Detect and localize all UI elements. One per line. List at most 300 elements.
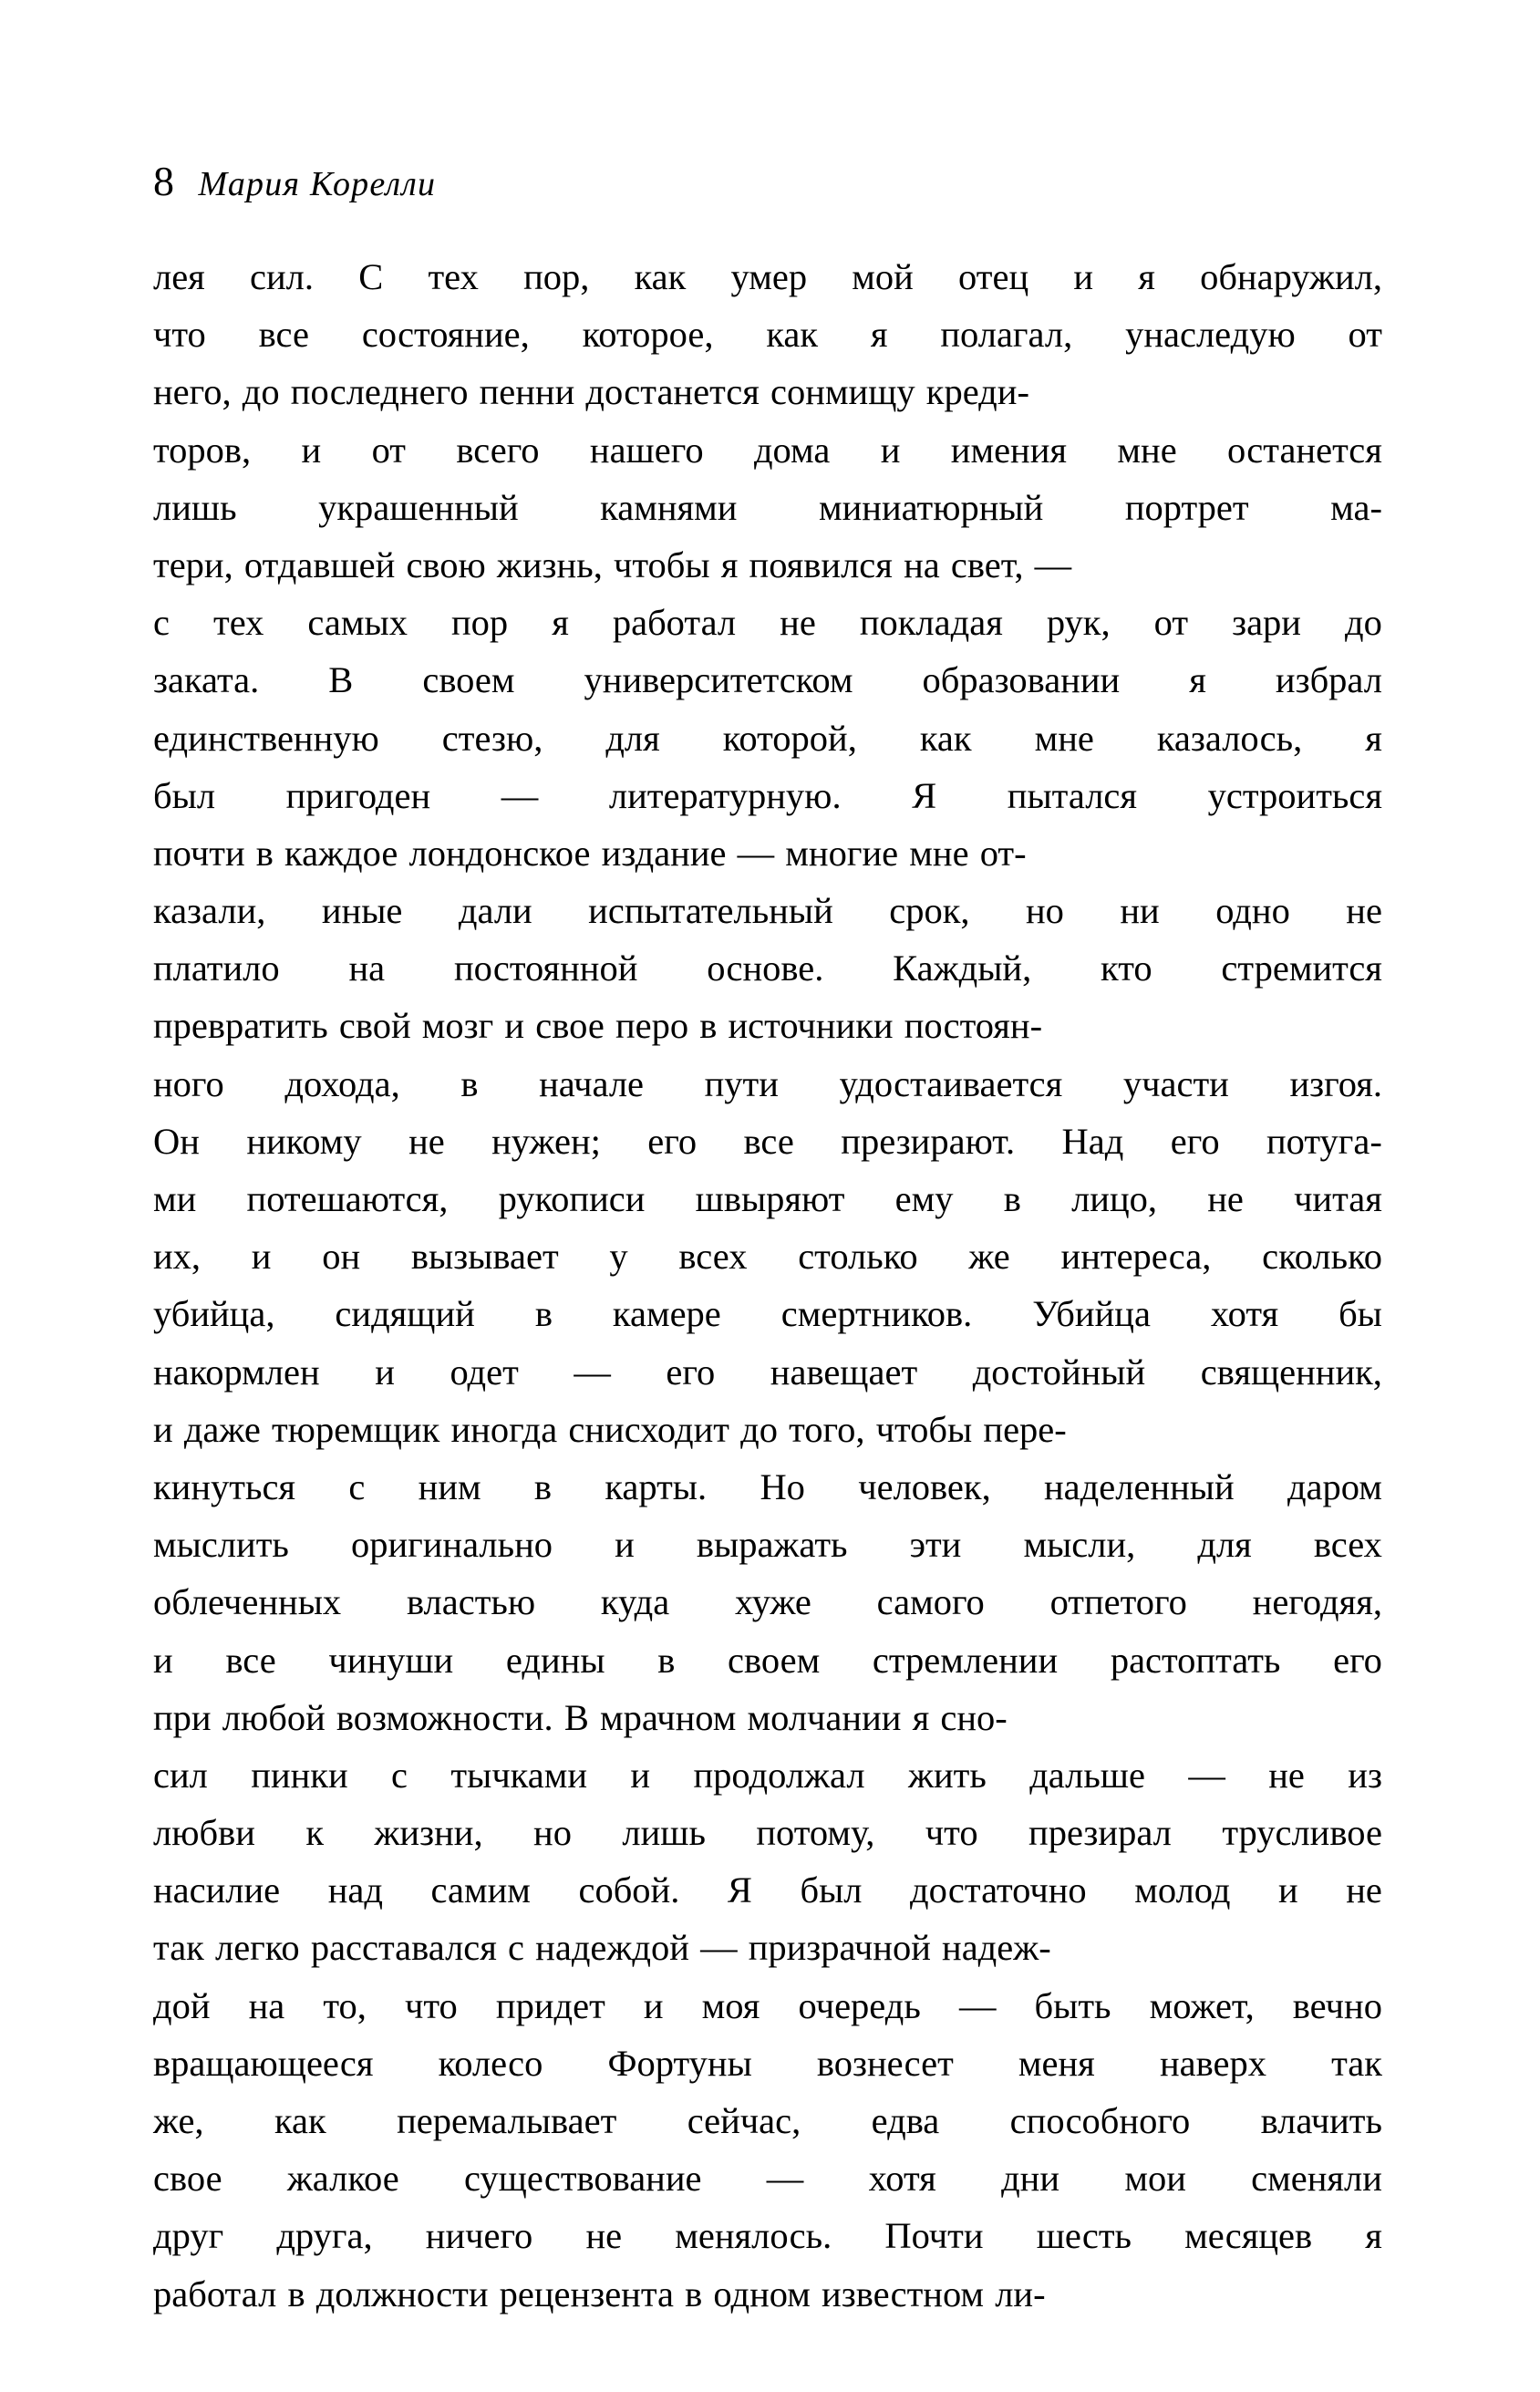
word: молод	[1134, 1869, 1231, 1911]
word: пытался	[1007, 774, 1138, 816]
word: университетском	[584, 659, 853, 701]
word: дальше	[1029, 1754, 1145, 1796]
word: пригоден	[285, 774, 431, 816]
word: способного	[1009, 2100, 1191, 2141]
word: своем	[422, 659, 515, 701]
word: призрачной	[748, 1927, 931, 1969]
word: интереса,	[1060, 1236, 1212, 1278]
word: презирают.	[841, 1120, 1016, 1162]
word: В	[328, 659, 354, 701]
word: пор,	[523, 256, 590, 297]
word: превратить	[153, 1005, 328, 1047]
word: и	[153, 1639, 173, 1681]
word: работал	[153, 2273, 277, 2314]
word: свою	[406, 544, 486, 585]
word: расставался	[310, 1927, 497, 1969]
word: камнями	[600, 486, 738, 528]
word: отдавшей	[243, 544, 396, 585]
word: потешаются,	[246, 1178, 449, 1219]
word: любви	[153, 1812, 255, 1854]
word: него,	[153, 371, 232, 413]
word: чтобы	[875, 1408, 973, 1450]
word: его	[1333, 1639, 1382, 1681]
word: не	[1346, 890, 1382, 932]
word: своем	[728, 1639, 821, 1681]
word: то,	[323, 1984, 367, 2026]
word: ма-	[1330, 486, 1382, 528]
word: молчании	[747, 1696, 902, 1738]
word: изгоя.	[1289, 1062, 1382, 1104]
word: надеждой	[535, 1927, 689, 1969]
word: пор	[450, 602, 509, 644]
word: мой	[852, 256, 914, 297]
word: избрал	[1275, 659, 1382, 701]
text-line	[153, 1343, 1382, 1401]
word: сидящий	[335, 1293, 475, 1335]
word: любой	[222, 1696, 326, 1738]
word: отец	[958, 256, 1029, 297]
word: достаточно	[910, 1869, 1087, 1911]
word: дни	[1001, 2158, 1060, 2200]
word: работал	[612, 602, 737, 644]
word: вызывает	[410, 1236, 559, 1278]
word: торов,	[153, 429, 252, 471]
word: Каждый,	[893, 947, 1032, 989]
word: ми	[153, 1178, 197, 1219]
word: на	[248, 1984, 285, 2026]
word: и	[1278, 1869, 1298, 1911]
word: последнего	[290, 371, 469, 413]
word: Он	[153, 1120, 200, 1162]
word: лицо,	[1071, 1178, 1157, 1219]
word: лишь	[153, 486, 237, 528]
word: одном	[713, 2273, 811, 2314]
word: мыслить	[153, 1524, 289, 1566]
text-line	[153, 939, 1382, 997]
word: как	[919, 717, 972, 759]
word: с	[153, 602, 170, 644]
word: священник,	[1200, 1351, 1382, 1393]
word: друг	[153, 2215, 224, 2257]
word: кто	[1101, 947, 1152, 989]
word: Почти	[884, 2215, 984, 2257]
word: чинуши	[328, 1639, 454, 1681]
word: хуже	[735, 1581, 811, 1623]
word: чтобы	[613, 544, 710, 585]
word: не	[1268, 1754, 1305, 1796]
word: испытательный	[588, 890, 833, 932]
word: я	[1365, 2215, 1382, 2257]
word: шесть	[1036, 2215, 1132, 2257]
word: постоянной	[453, 947, 638, 989]
word: одно	[1215, 890, 1290, 932]
word: как	[274, 2100, 326, 2141]
word: друга,	[276, 2215, 373, 2257]
word: иные	[321, 890, 403, 932]
word: не	[408, 1120, 445, 1162]
word: но	[533, 1812, 572, 1854]
word: свет,	[950, 544, 1024, 585]
word: мои	[1124, 2158, 1186, 2200]
word: рецензента	[499, 2273, 675, 2314]
word: —	[737, 832, 775, 874]
word: негодяя,	[1252, 1581, 1382, 1623]
word: на	[348, 947, 386, 989]
text-line	[153, 709, 1382, 767]
word: от	[1348, 314, 1382, 356]
text-line	[153, 594, 1382, 651]
word: в	[699, 1005, 718, 1047]
word: удостаивается	[839, 1062, 1063, 1104]
word: рук,	[1046, 602, 1111, 644]
word: собой.	[578, 1869, 680, 1911]
word: в	[657, 1639, 676, 1681]
word: ему	[894, 1178, 954, 1219]
word: заката.	[153, 659, 260, 701]
word: столько	[798, 1236, 918, 1278]
word: с	[348, 1465, 366, 1507]
word: самого	[876, 1581, 985, 1623]
word: оригинально	[350, 1524, 553, 1566]
text-line	[153, 1631, 1382, 1689]
word: С	[358, 256, 384, 297]
text-line	[153, 363, 1382, 420]
text-line	[153, 651, 1382, 709]
text-line	[153, 305, 1382, 363]
word: пинки	[251, 1754, 348, 1796]
word: как	[766, 314, 819, 356]
word: при	[153, 1696, 212, 1738]
word: —	[766, 2158, 804, 2200]
word: для	[605, 717, 660, 759]
word: основе.	[707, 947, 824, 989]
word: карты.	[605, 1465, 708, 1507]
word: едва	[871, 2100, 940, 2141]
word: издание	[601, 832, 727, 874]
word: быть	[1034, 1984, 1111, 2026]
word: нужен;	[491, 1120, 601, 1162]
word: и	[504, 1005, 525, 1047]
word: В	[563, 1696, 589, 1738]
word: выражать	[696, 1524, 848, 1566]
word: все	[225, 1639, 276, 1681]
word: бы	[1338, 1293, 1382, 1335]
word: того,	[789, 1408, 865, 1450]
word: же	[968, 1236, 1010, 1278]
word: кинуться	[153, 1465, 296, 1507]
word: —	[1034, 544, 1072, 585]
word: сменяли	[1251, 2158, 1382, 2200]
word: портрет	[1124, 486, 1249, 528]
word: достанется	[585, 371, 760, 413]
word: постоян-	[904, 1005, 1043, 1047]
word: человек,	[858, 1465, 991, 1507]
word: умер	[730, 256, 808, 297]
text-line	[153, 1055, 1382, 1113]
word: устроиться	[1207, 774, 1382, 816]
word: меня	[1018, 2042, 1095, 2084]
word: надеж-	[942, 1927, 1051, 1969]
word: что	[925, 1812, 978, 1854]
word: трусливое	[1222, 1812, 1382, 1854]
word: я	[1365, 717, 1382, 759]
word: пути	[704, 1062, 779, 1104]
word: все	[743, 1120, 794, 1162]
word: легко	[215, 1927, 300, 1969]
word: ного	[153, 1062, 224, 1104]
word: Я	[912, 774, 937, 816]
word: перемалывает	[397, 2100, 617, 2141]
word: обнаружил,	[1200, 256, 1382, 297]
word: —	[1188, 1754, 1225, 1796]
word: хотя	[1210, 1293, 1279, 1335]
word: я	[870, 314, 888, 356]
word: и	[375, 1351, 395, 1393]
word: сил	[153, 1754, 208, 1796]
text-line	[153, 997, 1382, 1054]
word: был	[153, 774, 216, 816]
word: так	[1331, 2042, 1382, 2084]
word: с	[508, 1927, 525, 1969]
word: камере	[612, 1293, 721, 1335]
word: хотя	[868, 2158, 936, 2200]
word: казалось,	[1156, 717, 1303, 759]
text-line	[153, 248, 1382, 305]
text-line	[153, 2265, 1382, 2323]
word: иногда	[450, 1408, 558, 1450]
text-line	[153, 882, 1382, 939]
word: из	[1348, 1754, 1382, 1796]
word: очередь	[798, 1984, 921, 2026]
word: стремлении	[872, 1639, 1059, 1681]
word: существование	[463, 2158, 702, 2200]
word: мне	[1117, 429, 1177, 471]
word: едины	[505, 1639, 605, 1681]
word: всего	[456, 429, 540, 471]
word: для	[1197, 1524, 1252, 1566]
word: отпетого	[1049, 1581, 1187, 1623]
word: многие	[785, 832, 899, 874]
word: куда	[600, 1581, 670, 1623]
word: снисходит	[568, 1408, 729, 1450]
word: но	[1025, 890, 1064, 932]
text-line	[153, 2092, 1382, 2149]
word: в	[685, 2273, 703, 2314]
text-line	[153, 536, 1382, 594]
word: колесо	[438, 2042, 543, 2084]
text-line	[153, 1516, 1382, 1573]
word: сколько	[1262, 1236, 1382, 1278]
word: вознесет	[816, 2042, 954, 2084]
text-line	[153, 1573, 1382, 1631]
word: накормлен	[153, 1351, 320, 1393]
word: участи	[1122, 1062, 1229, 1104]
text-line	[153, 1170, 1382, 1227]
word: Я	[727, 1869, 752, 1911]
text-line	[153, 1919, 1382, 1976]
text-line	[153, 767, 1382, 824]
word: ничего	[425, 2215, 533, 2257]
word: менялось.	[675, 2215, 832, 2257]
running-header	[153, 158, 1380, 215]
word: моя	[701, 1984, 760, 2026]
text-line	[153, 1689, 1382, 1746]
word: наделенный	[1044, 1465, 1235, 1507]
word: потому,	[756, 1812, 875, 1854]
word: его	[666, 1351, 716, 1393]
text-line	[153, 2149, 1382, 2207]
word: единственную	[153, 717, 379, 759]
word: останется	[1227, 429, 1382, 471]
word: возможности.	[336, 1696, 553, 1738]
word: стремится	[1221, 947, 1382, 989]
word: я	[720, 544, 739, 585]
word: был	[800, 1869, 863, 1911]
word: месяцев	[1184, 2215, 1313, 2257]
word: начале	[539, 1062, 645, 1104]
word: вечно	[1292, 1984, 1382, 2026]
word: что	[405, 1984, 458, 2026]
word: не	[780, 602, 816, 644]
word: тех	[428, 256, 479, 297]
word: его	[647, 1120, 698, 1162]
word: может,	[1149, 1984, 1255, 2026]
word: не	[1207, 1178, 1244, 1219]
text-line	[153, 1804, 1382, 1861]
word: жизнь,	[496, 544, 603, 585]
word: зари	[1232, 602, 1301, 644]
word: ни	[1120, 890, 1160, 932]
word: имения	[950, 429, 1068, 471]
word: всех	[678, 1236, 748, 1278]
text-line	[153, 2035, 1382, 2092]
word: срок,	[889, 890, 970, 932]
word: дохода,	[284, 1062, 400, 1104]
word: каждое	[284, 832, 398, 874]
word: сейчас,	[687, 2100, 801, 2141]
word: покладая	[859, 602, 1003, 644]
word: должности	[315, 2273, 489, 2314]
word: в	[1003, 1178, 1021, 1219]
word: свой	[338, 1005, 411, 1047]
word: даже	[183, 1408, 261, 1450]
word: миниатюрный	[818, 486, 1044, 528]
word: от	[371, 429, 406, 471]
word: —	[501, 774, 539, 816]
word: платило	[153, 947, 280, 989]
word: литературную.	[608, 774, 842, 816]
word: состояние,	[361, 314, 530, 356]
word: мозг	[421, 1005, 494, 1047]
word: образовании	[922, 659, 1121, 701]
word: насилие	[153, 1869, 281, 1911]
word: которое,	[582, 314, 714, 356]
word: в	[533, 1465, 553, 1507]
word: в	[460, 1062, 479, 1104]
word: Но	[760, 1465, 805, 1507]
word: пере-	[983, 1408, 1067, 1450]
word: жалкое	[286, 2158, 399, 2200]
running-title: Мария Корелли	[198, 165, 437, 203]
word: до	[1345, 602, 1382, 644]
word: мысли,	[1023, 1524, 1136, 1566]
word: полагал,	[940, 314, 1073, 356]
page-number: 8	[153, 158, 175, 204]
word: дой	[153, 1984, 211, 2026]
word: которой,	[722, 717, 857, 759]
word: на	[904, 544, 940, 585]
word: его	[1170, 1120, 1220, 1162]
word: мне	[909, 832, 969, 874]
word: достойный	[972, 1351, 1146, 1393]
word: —	[700, 1927, 738, 1969]
word: растоптать	[1110, 1639, 1281, 1681]
word: дома	[753, 429, 831, 471]
text-line	[153, 1746, 1382, 1804]
word: я	[1189, 659, 1206, 701]
text-line	[153, 1227, 1382, 1285]
text-line	[153, 824, 1382, 882]
word: облеченных	[153, 1581, 342, 1623]
word: я	[912, 1696, 930, 1738]
word: и	[301, 429, 322, 471]
word: рукописи	[498, 1178, 646, 1219]
word: наверх	[1159, 2042, 1266, 2084]
word: жизни,	[374, 1812, 483, 1854]
word: так	[153, 1927, 204, 1969]
word: не	[1346, 1869, 1382, 1911]
word: лея	[153, 256, 205, 297]
word: и	[615, 1524, 635, 1566]
text-line	[153, 1401, 1382, 1458]
word: в	[287, 2273, 305, 2314]
word: тюремщик	[271, 1408, 440, 1450]
word: перо	[615, 1005, 689, 1047]
word: же,	[153, 2100, 204, 2141]
word: и	[880, 429, 901, 471]
word: —	[958, 1984, 997, 2026]
word: тери,	[153, 544, 233, 585]
word: пенни	[479, 371, 575, 413]
word: даром	[1287, 1465, 1382, 1507]
text-line	[153, 1458, 1382, 1516]
word: над	[327, 1869, 383, 1911]
word: сонмищу	[770, 371, 915, 413]
body-text-block	[153, 248, 1382, 2323]
word: я	[552, 602, 569, 644]
word: почти	[153, 832, 245, 874]
word: не	[585, 2215, 623, 2257]
word: всех	[1313, 1524, 1382, 1566]
word: лондонское	[408, 832, 591, 874]
word: смертников.	[780, 1293, 973, 1335]
word: ним	[418, 1465, 481, 1507]
word: источники	[728, 1005, 894, 1047]
text-line	[153, 1977, 1382, 2035]
word: и	[1073, 256, 1094, 297]
word: в	[534, 1293, 553, 1335]
word: их,	[153, 1236, 202, 1278]
word: презирал	[1028, 1812, 1172, 1854]
word: никому	[246, 1120, 362, 1162]
word: и	[251, 1236, 272, 1278]
word: Фортуны	[607, 2042, 752, 2084]
word: Над	[1061, 1120, 1124, 1162]
word: сно-	[940, 1696, 1008, 1738]
text-line	[153, 479, 1382, 536]
word: появился	[749, 544, 893, 585]
word: как	[634, 256, 687, 297]
